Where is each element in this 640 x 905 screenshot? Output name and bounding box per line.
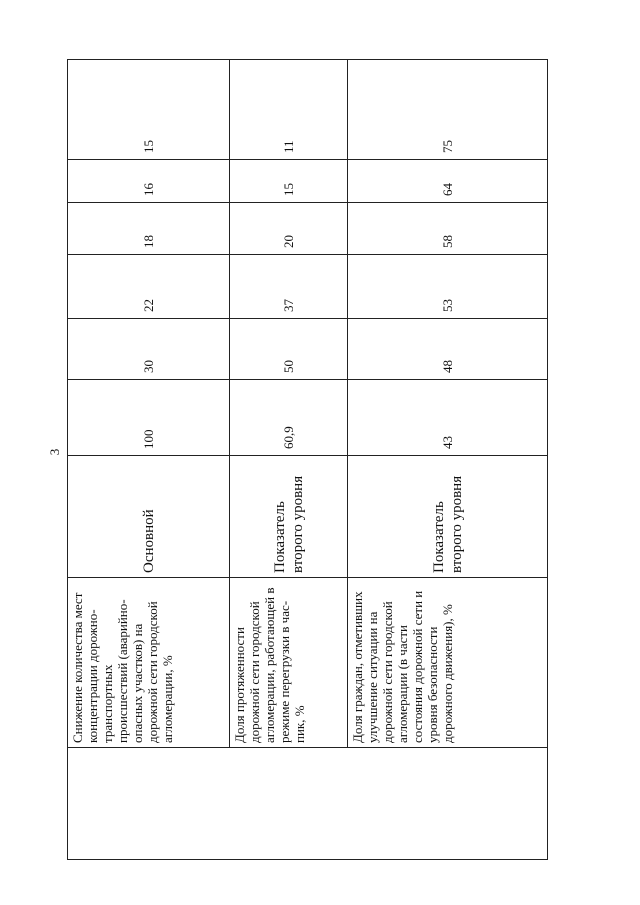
table-row [68, 60, 230, 860]
indicators-table [67, 59, 548, 860]
value-cell: 37 [230, 255, 348, 319]
value-cell: 18 [68, 203, 230, 255]
table-row [230, 60, 348, 860]
indicator-name-cell: Снижение количества мест концентрации дорожно-транспортных происшествий (аварийно-опасных участков) на дорожной сети городской агломерации, % [68, 578, 230, 748]
indicator-name-cell: Доля протяженности дорожной сети городской агломерации, работающей в режиме перегрузки в час-пик, % [230, 578, 348, 748]
value-cell: 22 [68, 255, 230, 319]
table-row [348, 60, 548, 860]
value-cell: 43 [348, 380, 548, 456]
value-cell: 20 [230, 203, 348, 255]
indicator-type-cell: Основной [68, 456, 230, 578]
indicator-type-cell: Показатель второго уровня [348, 456, 548, 578]
value-cell: 58 [348, 203, 548, 255]
value-cell: 15 [230, 160, 348, 203]
value-cell: 50 [230, 319, 348, 380]
value-cell: 64 [348, 160, 548, 203]
value-cell: 30 [68, 319, 230, 380]
value-cell: 100 [68, 380, 230, 456]
value-cell: 60,9 [230, 380, 348, 456]
value-cell: 15 [68, 60, 230, 160]
value-cell: 48 [348, 319, 548, 380]
left-empty-cell [68, 748, 548, 860]
page-number: 3 [47, 448, 62, 456]
value-cell: 53 [348, 255, 548, 319]
indicator-type-cell: Показатель второго уровня [230, 456, 348, 578]
indicator-name-cell: Доля граждан, отметивших улучшение ситуации на дорожной сети городской агломерации (в части состояния дорожной сети и уровня безопасности дорожного движения), % [348, 578, 548, 748]
value-cell: 11 [230, 60, 348, 160]
indicators-table-wrapper [67, 60, 547, 860]
value-cell: 16 [68, 160, 230, 203]
value-cell: 75 [348, 60, 548, 160]
